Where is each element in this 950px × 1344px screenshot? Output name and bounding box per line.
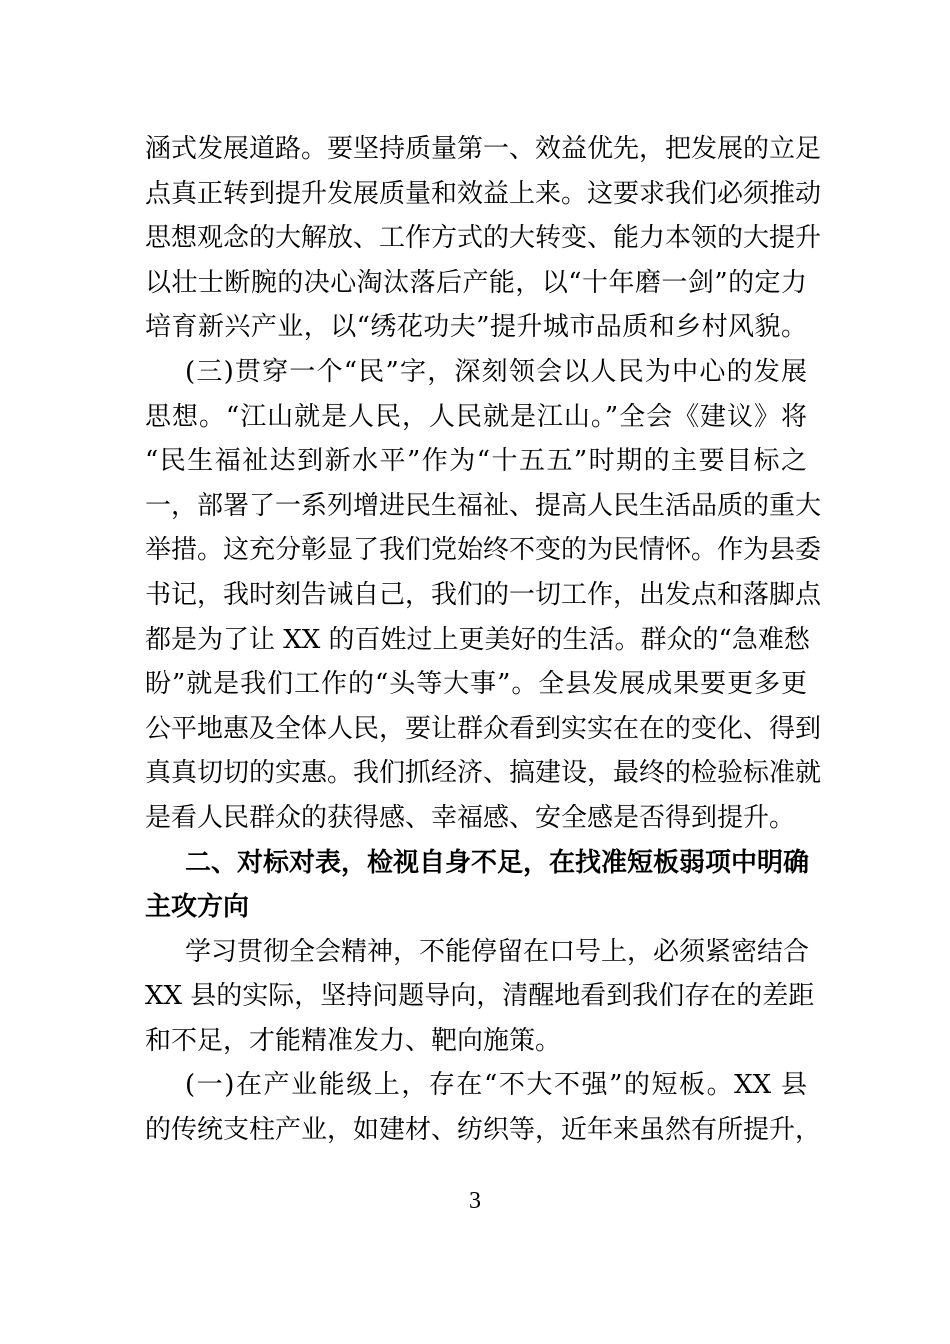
text-line: 和不足，才能精准发力、靶向施策。 xyxy=(145,1025,562,1056)
text-line: 涵式发展道路。要坚持质量第一、效益优先，把发展的立足 xyxy=(145,134,822,164)
text-line: 培育新兴产业，以“绣花功夫”提升城市品质和乡村风貌。 xyxy=(145,312,807,343)
text-line: 举措。这充分彰显了我们党始终不变的为民情怀。作为县委 xyxy=(145,535,822,566)
paragraph xyxy=(145,127,822,350)
heading-line: 二、对标对表，检视自身不足，在找准短板弱项中明确 xyxy=(185,847,810,878)
text-line: XX 县的实际，坚持问题导向，清醒地看到我们存在的差距 xyxy=(145,981,815,1012)
heading-line: 主攻方向 xyxy=(145,892,250,923)
text-line: 以壮士断腕的决心淘汰落后产能，以“十年磨一剑”的定力 xyxy=(145,267,807,298)
text-line: 是看人民群众的获得感、幸福感、安全感是否得到提升。 xyxy=(145,802,796,833)
text-line: (三)贯穿一个“民”字，深刻领会以人民为中心的发展 xyxy=(185,356,807,387)
text-line: 都是为了让 XX 的百姓过上更美好的生活。群众的“急难愁 xyxy=(145,624,810,655)
text-line: 一，部署了一系列增进民生福祉、提高人民生活品质的重大 xyxy=(145,490,822,521)
text-line: 书记，我时刻告诫自己，我们的一切工作，出发点和落脚点 xyxy=(145,579,822,610)
text-line: (一)在产业能级上，存在“不大不强”的短板。XX 县 xyxy=(185,1070,807,1101)
text-line: 思想。“江山就是人民，人民就是江山。”全会《建议》将 xyxy=(145,401,807,432)
text-line: 盼”就是我们工作的“头等大事”。全县发展成果要更多更 xyxy=(145,669,807,700)
section-heading xyxy=(145,841,810,930)
text-line: 点真正转到提升发展质量和效益上来。这要求我们必须推动 xyxy=(145,178,822,209)
paragraph xyxy=(145,930,815,1064)
text-line: 思想观念的大解放、工作方式的大转变、能力本领的大提升 xyxy=(145,223,822,254)
text-line: 的传统支柱产业，如建材、纺织等，近年来虽然有所提升， xyxy=(145,1115,822,1146)
text-line: 真真切切的实惠。我们抓经济、搞建设，最终的检验标准就 xyxy=(145,758,822,789)
paragraph xyxy=(145,350,822,841)
text-line: “民生福祉达到新水平”作为“十五五”时期的主要目标之 xyxy=(145,446,807,477)
text-line: 公平地惠及全体人民，要让群众看到实实在在的变化、得到 xyxy=(145,713,822,744)
page-number: 3 xyxy=(469,1188,481,1214)
document-page xyxy=(145,127,822,1153)
paragraph xyxy=(145,1063,822,1152)
text-line: 学习贯彻全会精神，不能停留在口号上，必须紧密结合 xyxy=(185,936,810,967)
